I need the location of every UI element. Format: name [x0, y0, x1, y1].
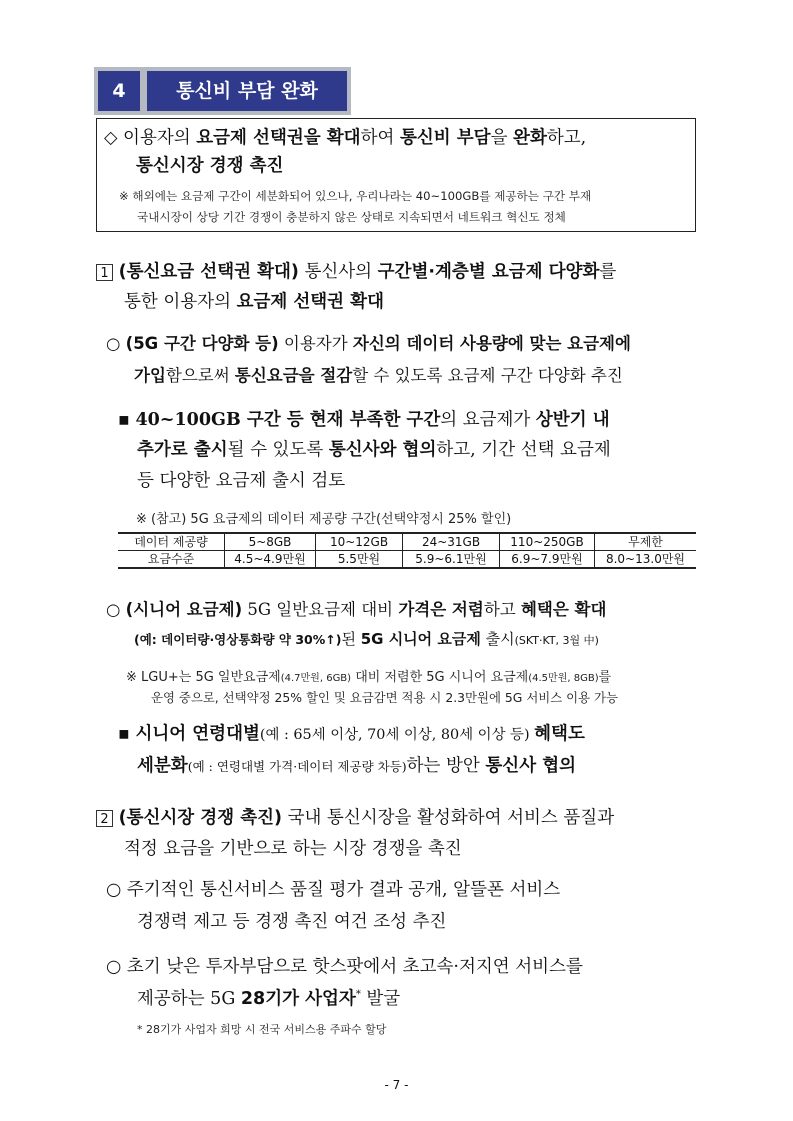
- summary-note-1: ※ 해외에는 요금제 구간이 세분화되어 있으나, 우리나라는 40~100GB를 제공하는 구간 부재: [119, 189, 592, 203]
- table-cell: 24~31GB: [403, 533, 500, 551]
- sub-1a-line-2: 추가로 출시될 수 있도록 통신사와 협의하고, 기간 선택 요금제: [137, 440, 611, 460]
- diamond-bullet-icon: ◇: [104, 128, 118, 148]
- sub-1a-line-3: 등 다양한 요금제 출시 검토: [137, 471, 346, 491]
- sub-4-line-1: ○ 초기 낮은 투자부담으로 핫스팟에서 초고속·저지연 서비스를: [106, 957, 583, 977]
- table-cell: 110~250GB: [500, 533, 595, 551]
- circle-bullet-icon: ○: [106, 600, 121, 619]
- item-1-line-2: 통한 이용자의 요금제 선택권 확대: [124, 292, 384, 312]
- circle-bullet-icon: ○: [106, 334, 121, 353]
- sub-3-line-2: 경쟁력 제고 등 경쟁 촉진 여건 조성 추진: [137, 912, 447, 932]
- sub-2a-line-1: ▪ 시니어 연령대별(예 : 65세 이상, 70세 이상, 80세 이상 등) 혜택도: [118, 724, 585, 744]
- reference-note: ※ (참고) 5G 요금제의 데이터 제공량 구간(선택약정시 25% 할인): [136, 512, 512, 527]
- sub-1-line-1: ○ (5G 구간 다양화 등) 이용자가 자신의 데이터 사용량에 맞는 요금제에: [106, 334, 631, 353]
- circle-bullet-icon: ○: [106, 957, 122, 977]
- item-2-line-1: 2 (통신시장 경쟁 촉진) 국내 통신시장을 활성화하여 서비스 품질과: [96, 804, 614, 829]
- sub-2-note-1: ※ LGU+는 5G 일반요금제(4.7만원, 6GB) 대비 저렴한 5G 시니어 요금제(4.5만원, 8GB)를: [126, 670, 612, 685]
- page-number: - 7 -: [384, 1078, 409, 1092]
- plan-data-table: [118, 532, 696, 569]
- section-number: 4: [98, 71, 140, 111]
- sub-4-line-2: 제공하는 5G 28기가 사업자* 발굴: [137, 989, 401, 1009]
- circle-bullet-icon: ○: [106, 880, 122, 900]
- sub-2-line-1: ○ (시니어 요금제) 5G 일반요금제 대비 가격은 저렴하고 혜택은 확대: [106, 600, 607, 619]
- table-cell: 5.5만원: [316, 551, 403, 569]
- table-cell: 5~8GB: [225, 533, 316, 551]
- section-title: 통신비 부담 완화: [147, 71, 347, 111]
- item-2-line-2: 적정 요금을 기반으로 하는 시장 경쟁을 촉진: [124, 839, 462, 859]
- table-row: [118, 551, 696, 569]
- sub-2-note-2: 운영 중으로, 선택약정 25% 할인 및 요금감면 적용 시 2.3만원에 5G 서비스 이용 가능: [151, 690, 618, 705]
- table-cell: 5.9~6.1만원: [403, 551, 500, 569]
- summary-note-2: 국내시장이 상당 기간 경쟁이 충분하지 않은 상태로 지속되면서 네트워크 혁신도 정체: [137, 210, 566, 224]
- footnote: * 28기가 사업자 희망 시 전국 서비스용 주파수 할당: [137, 1023, 387, 1036]
- sub-3-line-1: ○ 주기적인 통신서비스 품질 평가 결과 공개, 알뜰폰 서비스: [106, 880, 561, 900]
- table-cell: 6.9~7.9만원: [500, 551, 595, 569]
- table-cell: 10~12GB: [316, 533, 403, 551]
- table-header-row: [118, 533, 696, 551]
- sub-1a-line-1: ▪ 40~100GB 구간 등 현재 부족한 구간의 요금제가 상반기 내: [118, 410, 610, 430]
- summary-line-1: ◇ 이용자의 요금제 선택권을 확대하여 통신비 부담을 완화하고,: [104, 128, 587, 148]
- item-number-box: 1: [96, 264, 113, 281]
- sub-1-line-2: 가입함으로써 통신요금을 절감할 수 있도록 요금제 구간 다양화 추진: [134, 366, 623, 385]
- table-cell: 데이터 제공량: [118, 533, 225, 551]
- sub-2-line-2: (예: 데이터량·영상통화량 약 30%↑)된 5G 시니어 요금제 출시(SKT·KT, 3월 中): [134, 630, 599, 648]
- summary-line-2: 통신시장 경쟁 촉진: [136, 156, 284, 176]
- square-bullet-icon: ▪: [118, 410, 130, 430]
- table-cell: 무제한: [595, 533, 697, 551]
- square-bullet-icon: ▪: [118, 724, 130, 744]
- table-cell: 요금수준: [118, 551, 225, 569]
- table-cell: 4.5~4.9만원: [225, 551, 316, 569]
- sub-2a-line-2: 세분화(예 : 연령대별 가격·데이터 제공량 차등)하는 방안 통신사 협의: [137, 756, 577, 776]
- item-1-line-1: 1 (통신요금 선택권 확대) 통신사의 구간별·계층별 요금제 다양화를: [96, 258, 616, 283]
- table-cell: 8.0~13.0만원: [595, 551, 697, 569]
- item-number-box: 2: [96, 810, 113, 827]
